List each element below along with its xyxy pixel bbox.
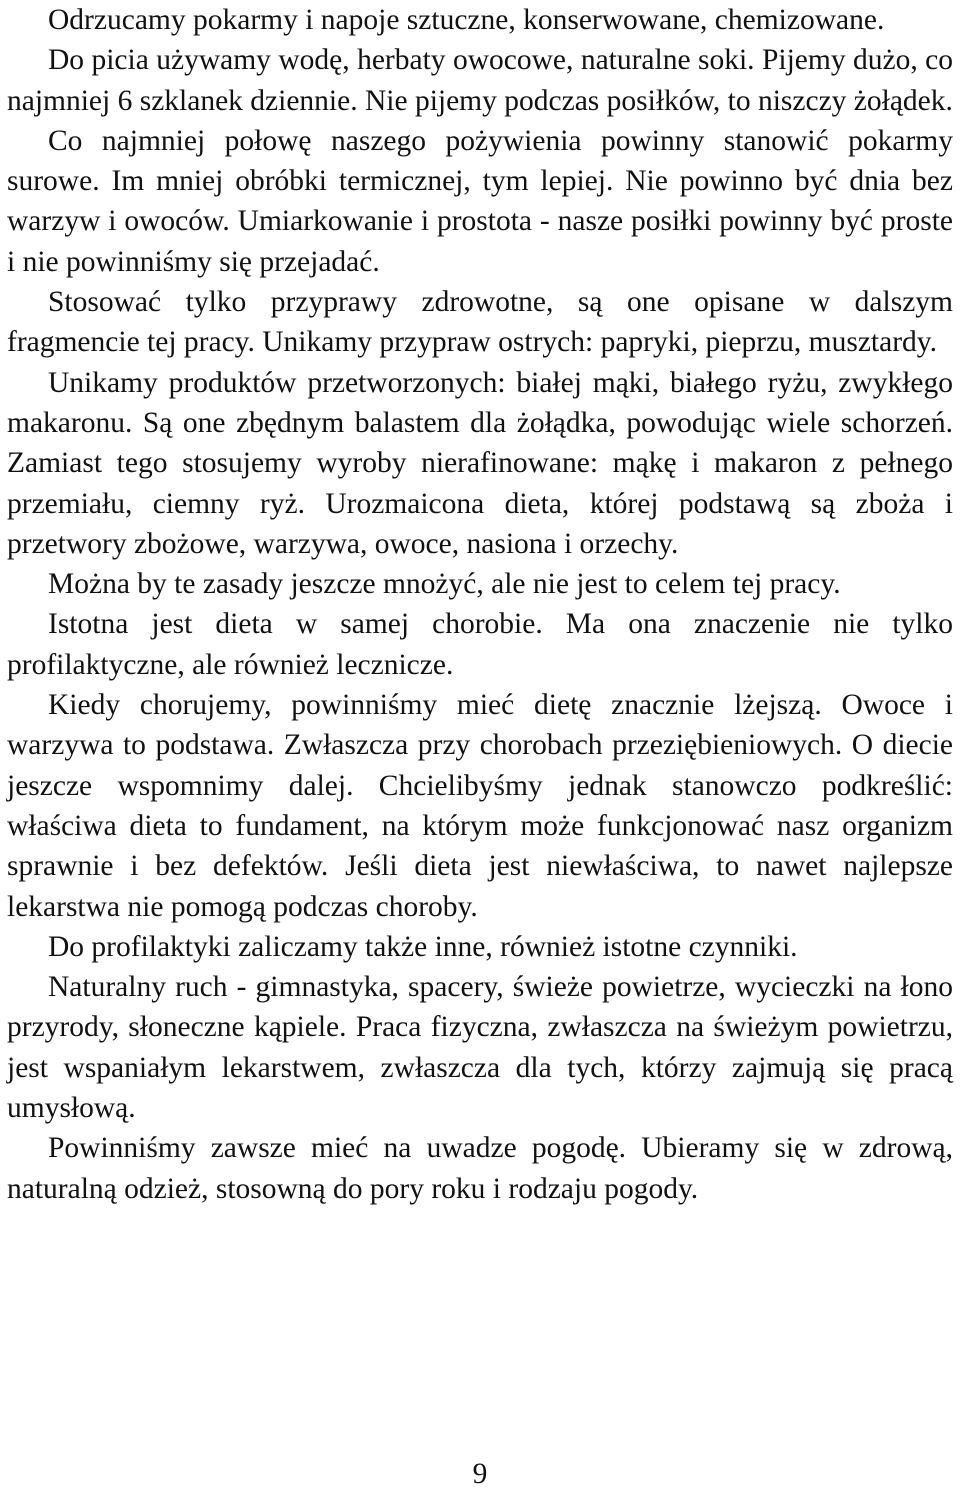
page-number: 9 <box>472 1458 488 1490</box>
paragraph-11: Powinniśmy zawsze mieć na uwadze pogodę. Ubieramy się w zdrową, naturalną odzież, stosowną do pory roku i rodzaju pogody. <box>7 1132 953 1205</box>
paragraph-4: Stosować tylko przyprawy zdrowotne, są one opisane w dalszym fragmencie tej pracy. Unikamy przypraw ostrych: papryki, pieprzu, musztardy. <box>7 286 953 359</box>
paragraph-7: Istotna jest dieta w samej chorobie. Ma ona znaczenie nie tylko profilaktyczne, ale również lecznicze. <box>7 608 953 681</box>
paragraph-2: Do picia używamy wodę, herbaty owocowe, naturalne soki. Pijemy dużo, co najmniej 6 szklanek dziennie. Nie pijemy podczas posiłków, to niszczy żołądek. <box>7 44 953 117</box>
paragraph-8: Kiedy chorujemy, powinniśmy mieć dietę znacznie lżejszą. Owoce i warzywa to podstawa. Zwłaszcza przy chorobach przeziębieniowych. O diecie jeszcze wspomnimy dalej. Chcielibyśmy jednak stanowczo podkreślić: właściwa dieta to fundament, na którym może funkcjonować nasz organizm sprawnie i bez defektów. Jeśli dieta jest niewłaściwa, to nawet najlepsze lekarstwa nie pomogą podczas choroby. <box>7 689 953 923</box>
paragraph-10: Naturalny ruch - gimnastyka, spacery, świeże powietrze, wycieczki na łono przyrody, słoneczne kąpiele. Praca fizyczna, zwłaszcza na świeżym powietrzu, jest wspaniałym lekarstwem, zwłaszcza dla tych, którzy zajmują się pracą umysłową. <box>7 971 953 1125</box>
paragraph-1: Odrzucamy pokarmy i napoje sztuczne, konserwowane, chemizowane. <box>48 4 885 36</box>
document-body <box>7 0 953 1209</box>
paragraph-6: Można by te zasady jeszcze mnożyć, ale nie jest to celem tej pracy. <box>48 568 841 601</box>
paragraph-3: Co najmniej połowę naszego pożywienia powinny stanowić pokarmy surowe. Im mniej obróbki termicznej, tym lepiej. Nie powinno być dnia bez warzyw i owoców. Umiarkowanie i prostota - nasze posiłki powinny być proste i nie powinniśmy się przejadać. <box>7 124 953 278</box>
paragraph-9: Do profilaktyki zaliczamy także inne, również istotne czynniki. <box>48 930 798 963</box>
paragraph-5: Unikamy produktów przetworzonych: białej mąki, białego ryżu, zwykłego makaronu. Są one zbędnym balastem dla żołądka, powodując wiele schorzeń. Zamiast tego stosujemy wyroby nierafinowane: mąkę i makaron z pełnego przemiału, ciemny ryż. Urozmaicona dieta, której podstawą są zboża i przetwory zbożowe, warzywa, owoce, nasiona i orzechy. <box>7 366 953 560</box>
